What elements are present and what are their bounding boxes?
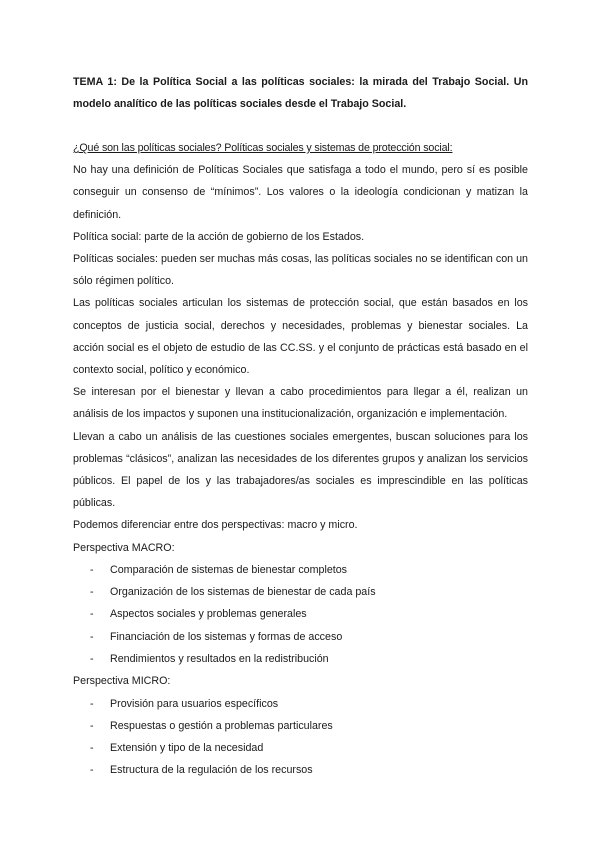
paragraph-cuestiones-sociales: Llevan a cabo un análisis de las cuestiones sociales emergentes, buscan soluciones para los problemas “clásicos”, analizan las necesidades de los diferentes grupos y analizan los servicios públicos. El papel de los y las trabajadores/as sociales es imprescindible en las políticas públicas. [73, 430, 528, 510]
list-item-text: Provisión para usuarios específicos [110, 697, 279, 710]
list-item [73, 559, 528, 581]
list-item-text: Organización de los sistemas de bienestar de cada país [110, 586, 376, 599]
bullet-dash: - [90, 608, 94, 621]
list-item-text: Financiación de los sistemas y formas de acceso [110, 630, 343, 643]
list-item-text: Rendimientos y resultados en la redistribución [110, 653, 329, 666]
list-item [73, 715, 528, 737]
list-item-text: Comparación de sistemas de bienestar completos [110, 563, 348, 576]
list-item [73, 648, 528, 670]
micro-heading: Perspectiva MICRO: [73, 675, 171, 688]
bullet-dash: - [90, 586, 94, 599]
list-item-text: Estructura de la regulación de los recursos [110, 764, 313, 777]
list-item-text: Aspectos sociales y problemas generales [110, 608, 307, 621]
list-item [73, 737, 528, 759]
macro-list [73, 559, 528, 670]
bullet-dash: - [90, 697, 94, 710]
list-item [73, 581, 528, 603]
bullet-dash: - [90, 719, 94, 732]
paragraph-politica-social: Política social: parte de la acción de gobierno de los Estados. [73, 230, 365, 243]
macro-heading: Perspectiva MACRO: [73, 541, 175, 554]
micro-list [73, 693, 528, 782]
paragraph-politicas-sociales: Políticas sociales: pueden ser muchas más cosas, las políticas sociales no se identifican con un sólo régimen político. [73, 253, 528, 288]
bullet-dash: - [90, 764, 94, 777]
bullet-dash: - [90, 563, 94, 576]
paragraph-proteccion-social: Las políticas sociales articulan los sistemas de protección social, que están basados en los conceptos de justicia social, derechos y necesidades, problemas y bienestar sociales. La acción social es el objeto de estudio de las CC.SS. y el conjunto de prácticas está basado en el contexto social, político y económico. [73, 297, 528, 377]
bullet-dash: - [90, 742, 94, 755]
bullet-dash: - [90, 630, 94, 643]
list-item-text: Respuestas o gestión a problemas particulares [110, 719, 333, 732]
paragraph-bienestar: Se interesan por el bienestar y llevan a cabo procedimientos para llegar a él, realizan un análisis de los impactos y suponen una institucionalización, organización e implementación. [73, 386, 528, 421]
list-item [73, 693, 528, 715]
list-item-text: Extensión y tipo de la necesidad [110, 742, 264, 755]
paragraph-definition: No hay una definición de Políticas Sociales que satisfaga a todo el mundo, pero sí es posible conseguir un consenso de “mínimos”. Los valores o la ideología condicionan y matizan la definición. [73, 164, 528, 221]
document-title: TEMA 1: De la Política Social a las políticas sociales: la mirada del Trabajo Social. Un modelo analítico de las políticas sociales desde el Trabajo Social. [73, 76, 528, 110]
paragraph-perspectivas: Podemos diferenciar entre dos perspectivas: macro y micro. [73, 519, 358, 532]
document-content [73, 72, 528, 782]
bullet-dash: - [90, 653, 94, 666]
spacer [73, 115, 528, 137]
list-item [73, 626, 528, 648]
list-item [73, 603, 528, 625]
list-item [73, 759, 528, 781]
section-subtitle: ¿Qué son las políticas sociales? Políticas sociales y sistemas de protección social: [73, 142, 453, 154]
